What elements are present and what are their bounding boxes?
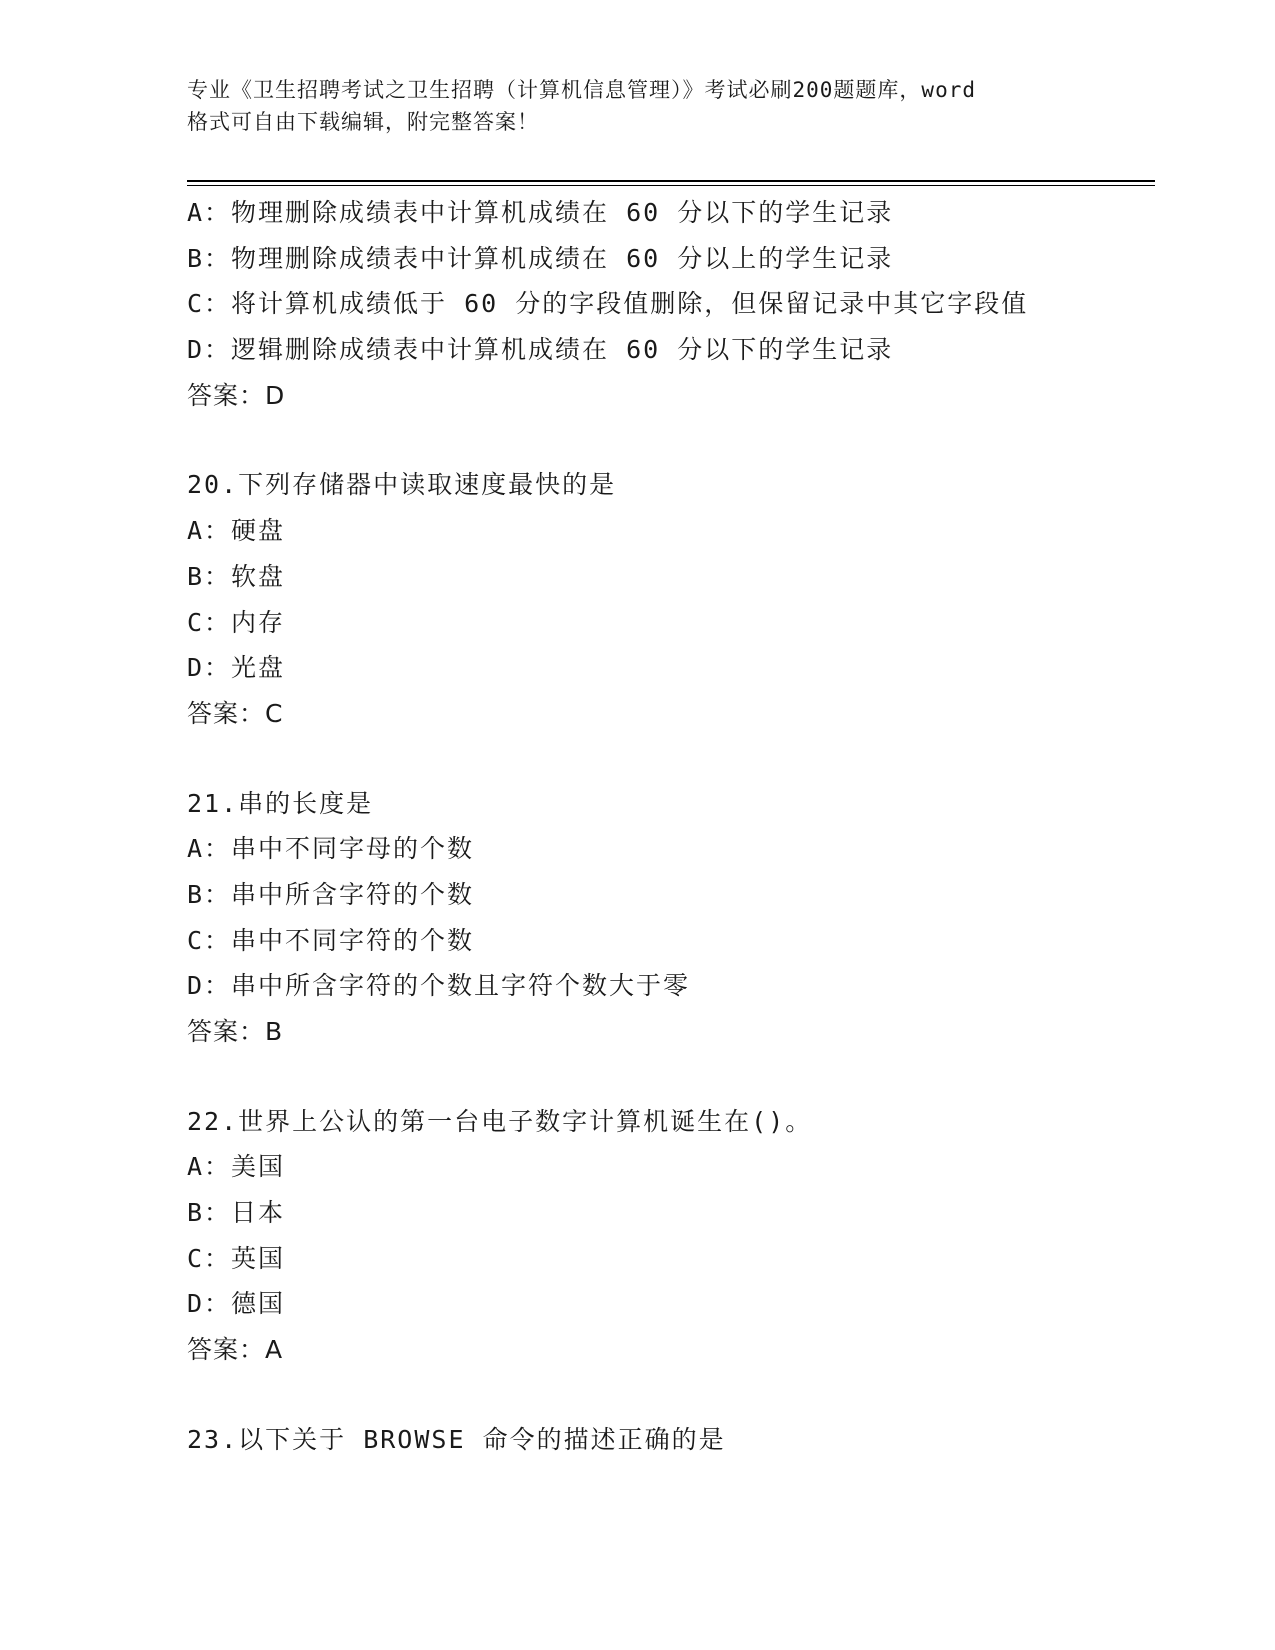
option-b: B：串中所含字符的个数 xyxy=(187,879,475,909)
option-d: D：德国 xyxy=(187,1289,286,1319)
question-22 xyxy=(187,1099,1167,1373)
option-a: A：硬盘 xyxy=(187,516,286,546)
question-spacer xyxy=(187,418,1167,462)
option-c: C：内存 xyxy=(187,607,286,637)
option-b: B：物理删除成绩表中计算机成绩在 60 分以上的学生记录 xyxy=(187,243,894,273)
header-title-line-1: 专业《卫生招聘考试之卫生招聘（计算机信息管理）》考试必刷200题题库，word xyxy=(187,78,976,102)
answer-line: 答案：B xyxy=(187,1017,284,1046)
option-d: D：逻辑删除成绩表中计算机成绩在 60 分以下的学生记录 xyxy=(187,335,894,365)
answer-line: 答案：D xyxy=(187,380,286,410)
header-divider-bottom xyxy=(187,185,1155,186)
option-c: C：串中不同字符的个数 xyxy=(187,925,475,955)
option-b: B：日本 xyxy=(187,1198,286,1228)
question-spacer xyxy=(187,1373,1167,1417)
question-20 xyxy=(187,462,1167,736)
question-21 xyxy=(187,781,1167,1055)
option-d: D：串中所含字符的个数且字符个数大于零 xyxy=(187,971,691,1001)
question-text: 23.以下关于 BROWSE 命令的描述正确的是 xyxy=(187,1424,726,1454)
question-list xyxy=(187,190,1167,1463)
option-a: A：串中不同字母的个数 xyxy=(187,834,475,864)
document-header xyxy=(187,74,1087,138)
question-text: 20.下列存储器中读取速度最快的是 xyxy=(187,470,617,500)
header-divider-top xyxy=(187,180,1155,182)
question-19-options xyxy=(187,190,1167,418)
question-spacer xyxy=(187,1055,1167,1099)
option-a: A：物理删除成绩表中计算机成绩在 60 分以下的学生记录 xyxy=(187,198,894,227)
question-spacer xyxy=(187,737,1167,781)
option-a: A：美国 xyxy=(187,1152,286,1182)
header-title-line-2: 格式可自由下载编辑，附完整答案！ xyxy=(187,110,539,134)
option-d: D：光盘 xyxy=(187,653,286,683)
option-b: B：软盘 xyxy=(187,561,286,591)
question-text: 22.世界上公认的第一台电子数字计算机诞生在()。 xyxy=(187,1106,813,1136)
option-c: C：英国 xyxy=(187,1243,286,1273)
answer-line: 答案：A xyxy=(187,1335,284,1365)
question-text: 21.串的长度是 xyxy=(187,788,374,818)
question-23 xyxy=(187,1417,1167,1463)
answer-line: 答案：C xyxy=(187,698,284,728)
option-c: C：将计算机成绩低于 60 分的字段值删除，但保留记录中其它字段值 xyxy=(187,289,1029,319)
